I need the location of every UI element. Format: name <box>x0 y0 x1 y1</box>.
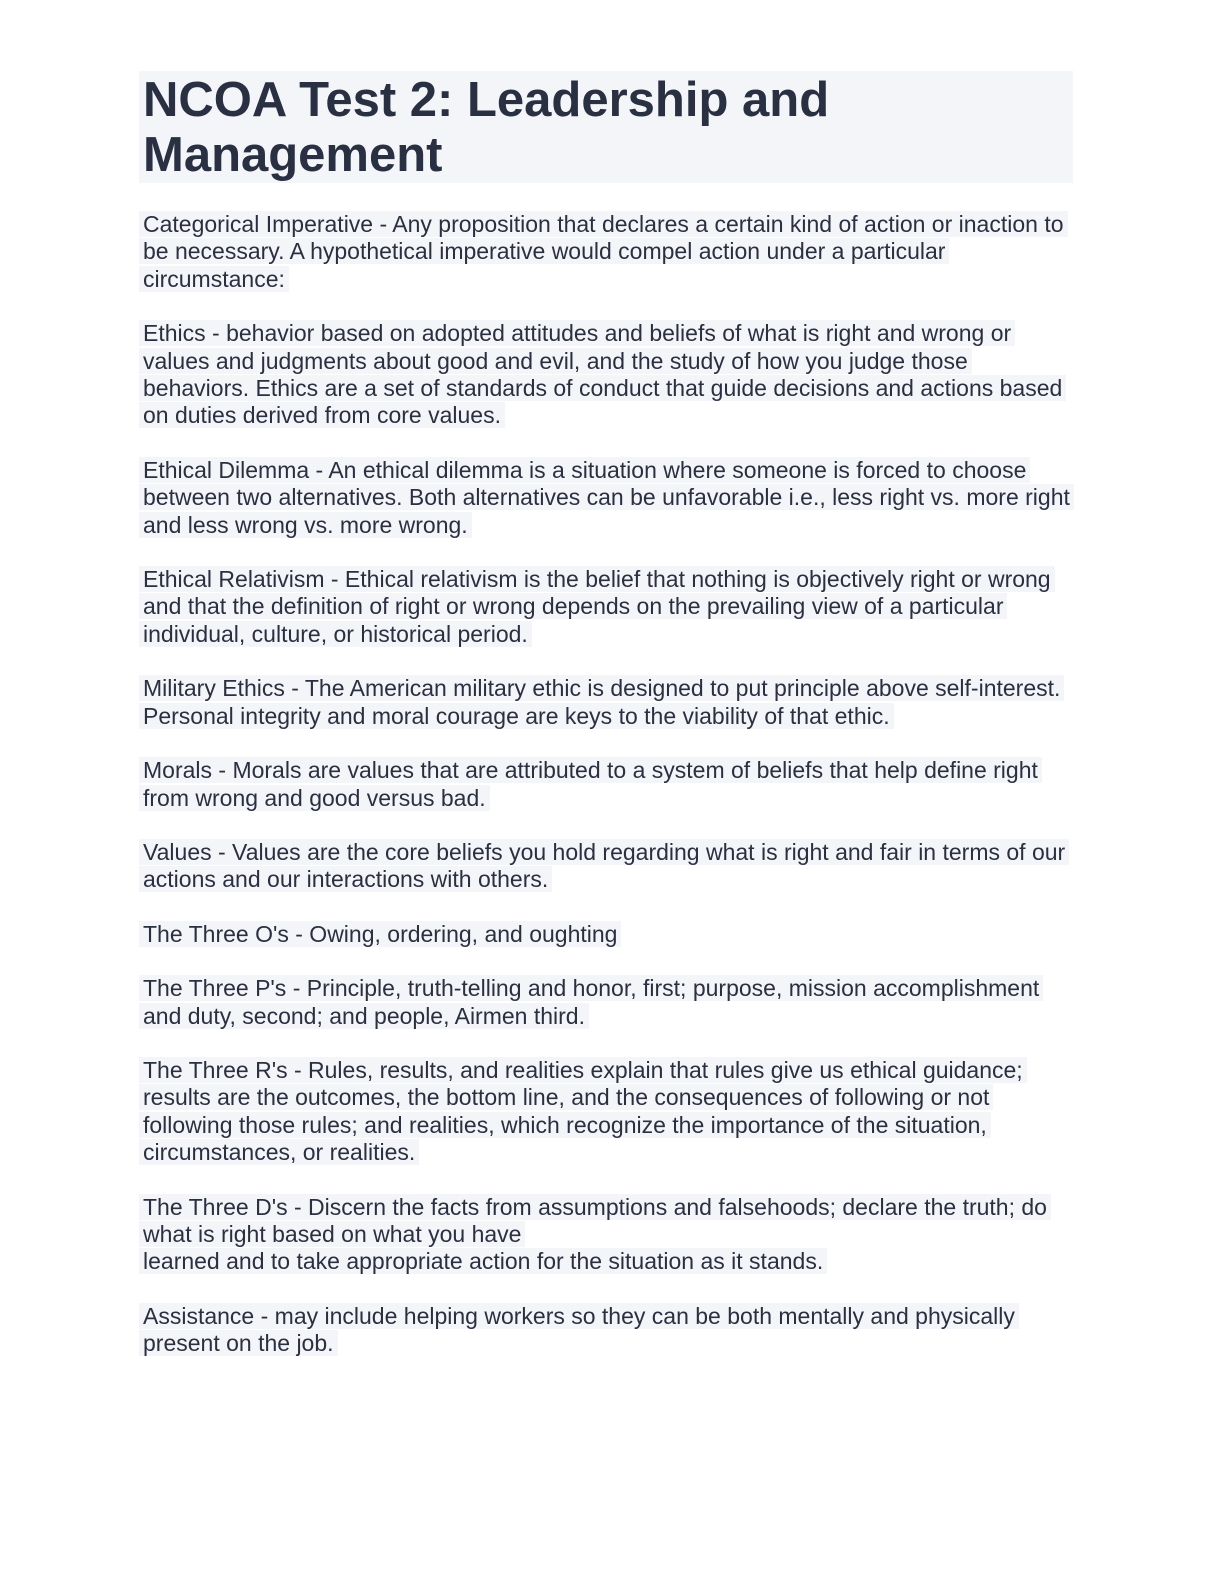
term-text-line-1: The Three D's - Discern the facts from assumptions and falsehoods; declare the truth; do what is right based on what you have <box>139 1194 1051 1247</box>
term-ethical-dilemma <box>139 457 1073 539</box>
document-page <box>139 71 1073 1385</box>
term-ethical-relativism <box>139 566 1073 648</box>
term-text: Assistance - may include helping workers so they can be both mentally and physically present on the job. <box>139 1303 1019 1356</box>
term-military-ethics <box>139 675 1073 730</box>
term-morals <box>139 757 1073 812</box>
term-list <box>139 211 1073 1358</box>
term-values <box>139 839 1073 894</box>
title-line-2: Management <box>143 128 443 182</box>
title-line-1: NCOA Test 2: Leadership and <box>143 73 830 127</box>
term-text: The Three R's - Rules, results, and realities explain that rules give us ethical guidance; results are the outcomes, the bottom line, and the consequences of following or not following those rules; and realities, which recognize the importance of the situation, circumstances, or realities. <box>139 1057 1027 1165</box>
title-block <box>139 71 1073 183</box>
document-title <box>143 71 1069 183</box>
term-categorical-imperative <box>139 211 1073 293</box>
term-text: Ethics - behavior based on adopted attitudes and beliefs of what is right and wrong or values and judgments about good and evil, and the study of how you judge those behaviors. Ethics are a set of standards of conduct that guide decisions and actions based on duties derived from core values. <box>139 320 1066 428</box>
term-three-ps <box>139 975 1073 1030</box>
term-three-rs <box>139 1057 1073 1167</box>
term-three-os <box>139 921 1073 948</box>
term-text: Ethical Dilemma - An ethical dilemma is a situation where someone is forced to choose between two alternatives. Both alternatives can be unfavorable i.e., less right vs. more right and less wrong vs. more wrong. <box>139 457 1074 538</box>
term-text: The Three O's - Owing, ordering, and oughting <box>139 921 621 947</box>
term-text: The Three P's - Principle, truth-telling and honor, first; purpose, mission accomplishment and duty, second; and people, Airmen third. <box>139 975 1043 1028</box>
term-text: Categorical Imperative - Any proposition that declares a certain kind of action or inaction to be necessary. A hypothetical imperative would compel action under a particular circumstance: <box>139 211 1068 292</box>
term-text: Morals - Morals are values that are attributed to a system of beliefs that help define right from wrong and good versus bad. <box>139 757 1042 810</box>
term-text-line-2: learned and to take appropriate action for the situation as it stands. <box>139 1248 827 1274</box>
term-ethics <box>139 320 1073 430</box>
term-assistance <box>139 1303 1073 1358</box>
term-three-ds <box>139 1194 1073 1276</box>
term-text: Ethical Relativism - Ethical relativism is the belief that nothing is objectively right or wrong and that the definition of right or wrong depends on the prevailing view of a particular individual, culture, or historical period. <box>139 566 1055 647</box>
term-text: Values - Values are the core beliefs you hold regarding what is right and fair in terms of our actions and our interactions with others. <box>139 839 1069 892</box>
term-text: Military Ethics - The American military ethic is designed to put principle above self-interest. Personal integrity and moral courage are keys to the viability of that ethic. <box>139 675 1064 728</box>
